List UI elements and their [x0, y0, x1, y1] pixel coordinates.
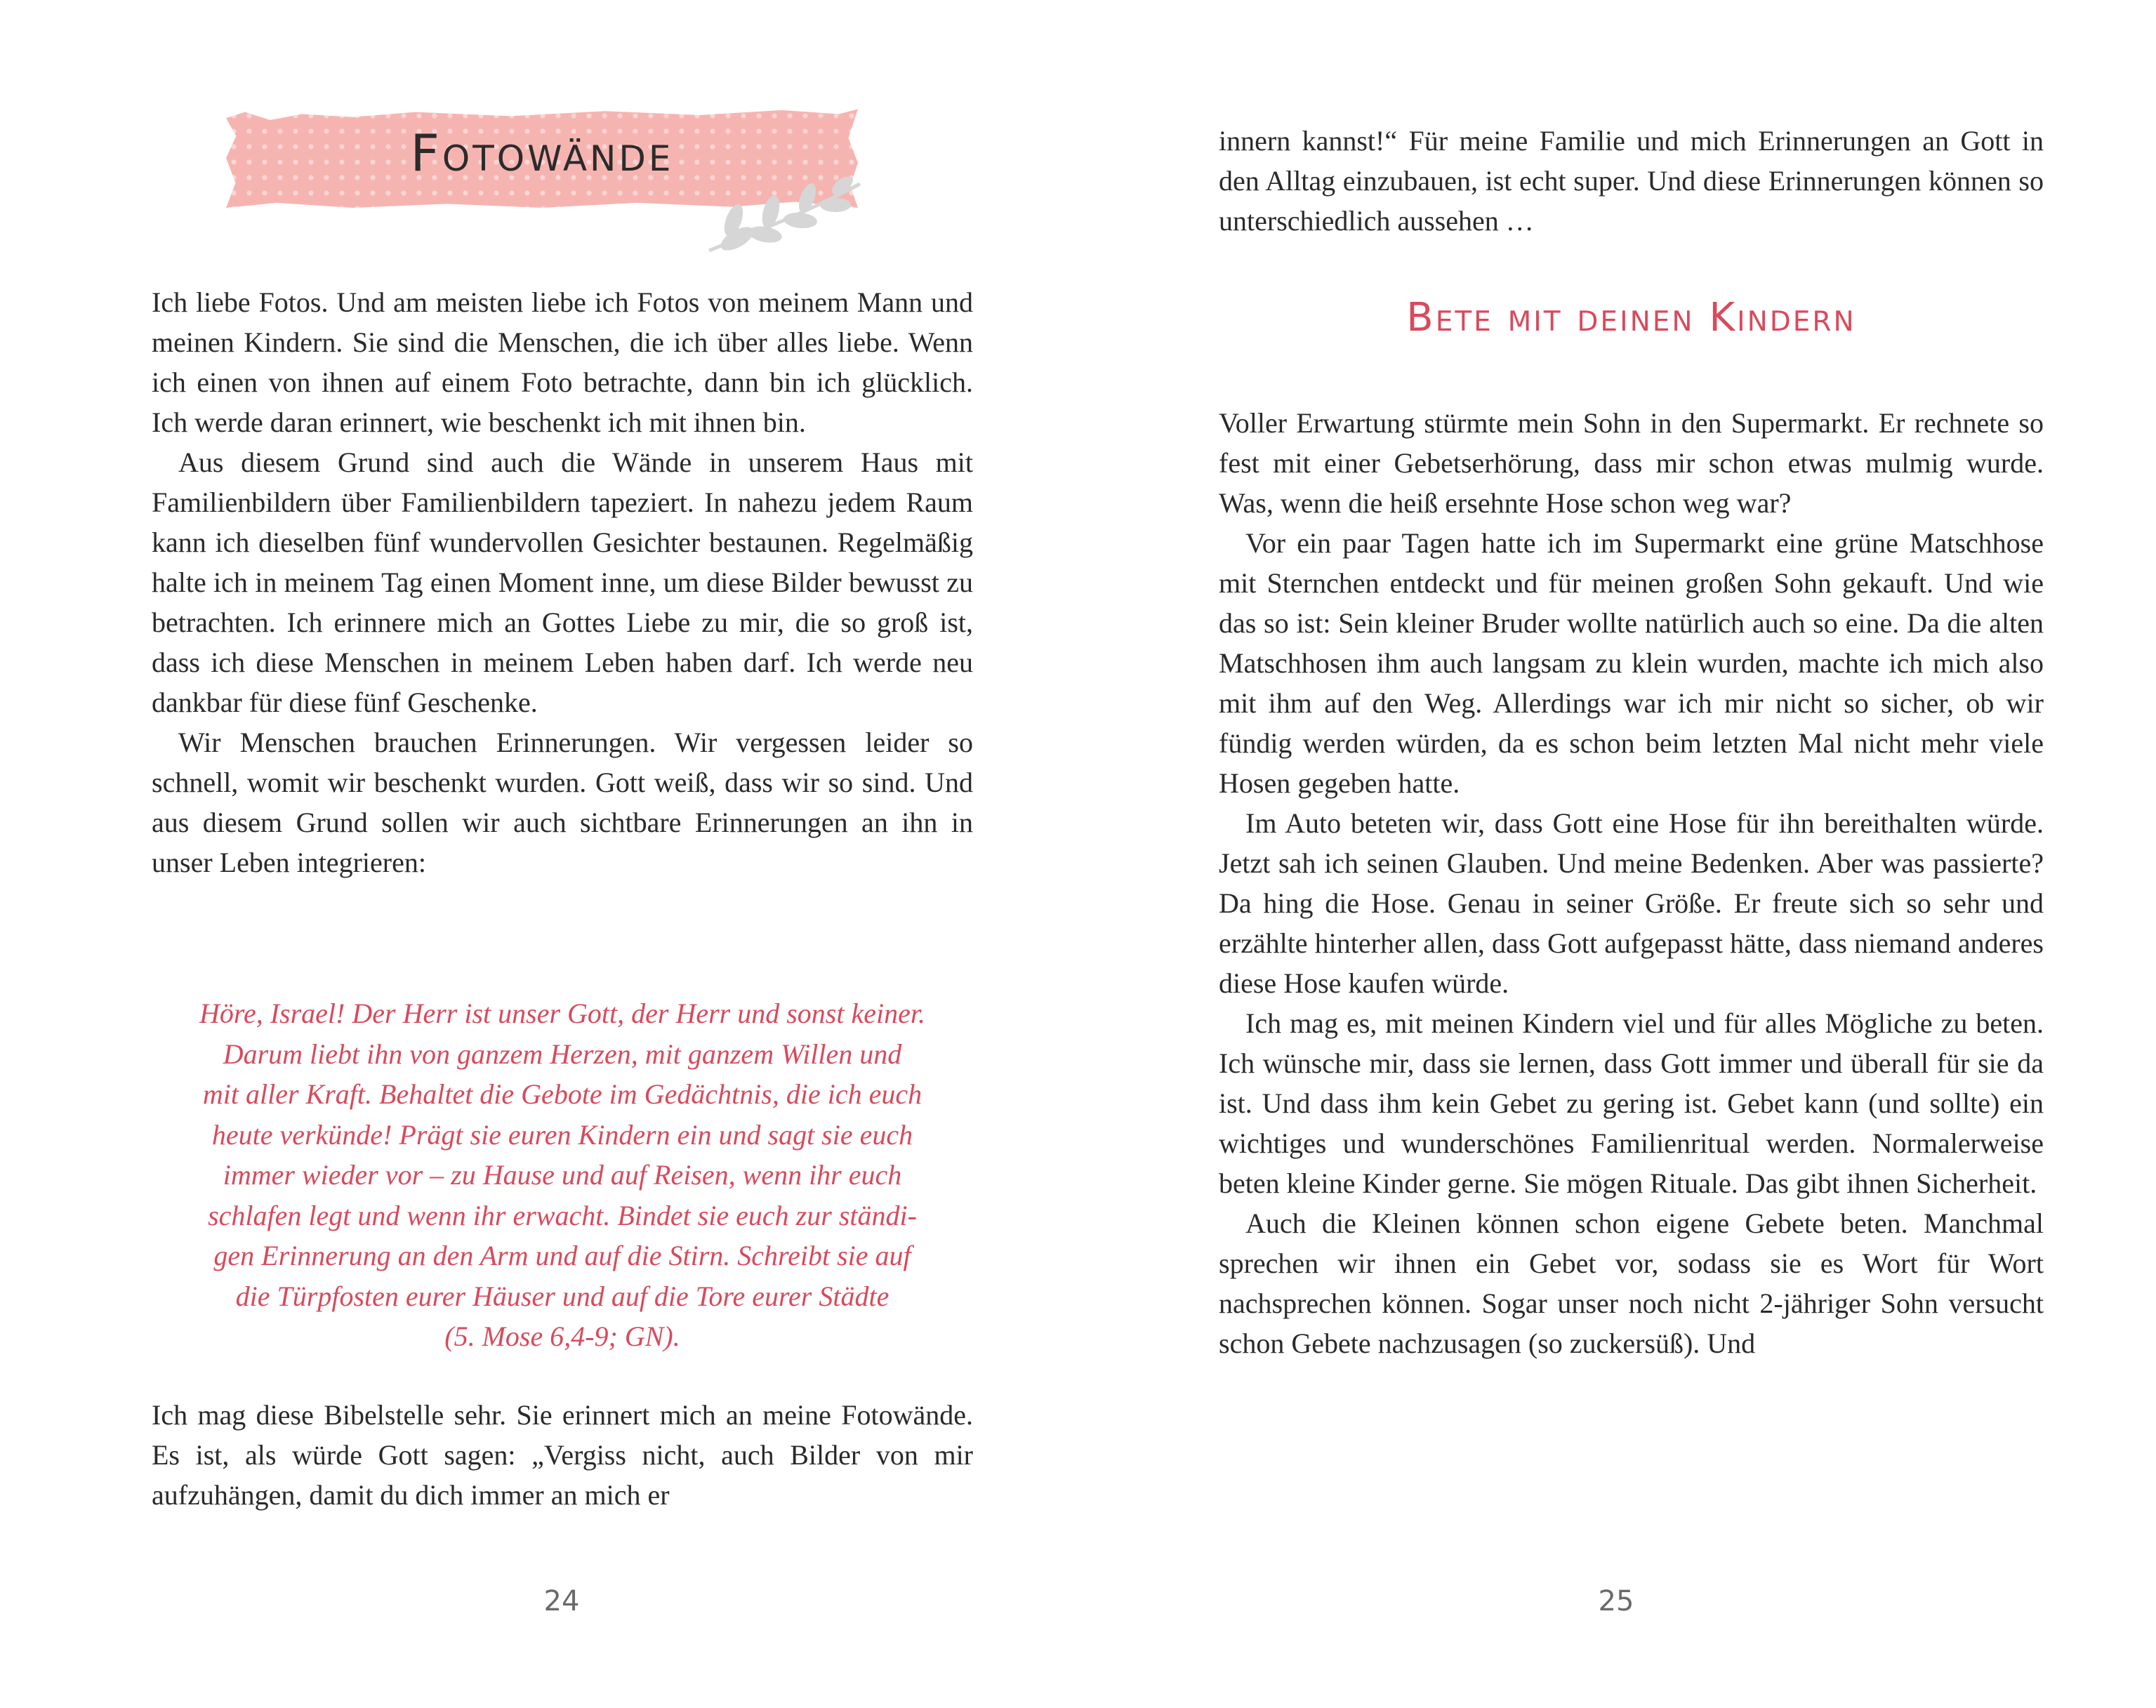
paragraph: Im Auto beteten wir, dass Gott eine Hose für ihn bereithalten würde. Jetzt sah ich seinen Glauben. Und meine Bedenken. Aber was passierte? Da hing die Hose. Genau in seiner Größe. Er freute sich so sehr und erzählte hinterher allen, dass Gott aufgepasst hätte, dass niemand anderes diese Hose kaufen würde. — [1219, 807, 2044, 999]
quote-line: heute verkünde! Prägt sie euren Kindern ein und sagt sie euch — [211, 1118, 913, 1151]
quote-line: Darum liebt ihn von ganzem Herzen, mit ganzem Willen und — [223, 1038, 902, 1070]
leaf-branch-icon — [695, 177, 864, 261]
left-body-text — [152, 282, 973, 882]
section-heading: Bete mit deinen Kindern — [1406, 295, 1856, 340]
quote-line: schlafen legt und wenn ihr erwacht. Bindet sie euch zur ständi- — [208, 1199, 917, 1231]
paragraph: Ich mag diese Bibelstelle sehr. Sie erinnert mich an meine Fotowände. Es ist, als würde Gott sagen: „Vergiss nicht, auch Bilder von mir aufzuhängen, damit du dich immer an mich er — [152, 1399, 973, 1511]
right-page — [1078, 0, 2156, 1708]
quote-line: gen Erinnerung an den Arm und auf die Stirn. Schreibt sie auf — [213, 1240, 911, 1271]
bible-quote — [152, 993, 973, 1357]
paragraph: Ich mag es, mit meinen Kindern viel und für alles Mögliche zu beten. Ich wünsche mir, dass sie lernen, dass Gott immer und überall für sie da ist. Und dass ihm kein Gebet zu gering ist. Gebet kann (und sollte) ein wichtiges und wunderschönes Familienritual werden. Normalerweise beten kleine Kinder gerne. Sie mögen Rituale. Das gibt ihnen Sicherheit. — [1219, 1007, 2044, 1199]
quote-line: die Türpfosten eurer Häuser und auf die Tore eurer Städte — [235, 1280, 889, 1312]
quote-line: Höre, Israel! Der Herr ist unser Gott, der Herr und sonst keiner. — [199, 998, 925, 1029]
page-number: 24 — [543, 1585, 580, 1617]
right-body-text-top — [1219, 121, 2044, 241]
left-body-text-bottom — [152, 1395, 973, 1515]
quote-line: mit aller Kraft. Behaltet die Gebote im Gedächtnis, die ich euch — [202, 1078, 922, 1110]
quote-reference: (5. Mose 6,4-9; GN). — [444, 1320, 680, 1352]
paragraph: Wir Menschen brauchen Erinnerungen. Wir vergessen leider so schnell, womit wir beschenkt wurden. Gott weiß, dass wir so sind. Und aus diesem Grund sollen wir auch sichtbare Erinnerungen an ihn in unser Leben integrieren: — [152, 727, 973, 878]
paragraph: Voller Erwartung stürmte mein Sohn in den Supermarkt. Er rechnete so fest mit einer Gebetserhörung, dass mir schon etwas mulmig wurde. Was, wenn die heiß ersehnte Hose schon weg war? — [1219, 407, 2044, 519]
right-body-text — [1219, 403, 2044, 1363]
paragraph: innern kannst!“ Für meine Familie und mich Erinnerungen an Gott in den Alltag einzubauen, ist echt super. Und diese Erinnerungen können so unterschiedlich aussehen … — [1219, 125, 2044, 237]
quote-line: immer wieder vor – zu Hause und auf Reisen, wenn ihr euch — [223, 1159, 902, 1191]
chapter-title-block — [226, 100, 872, 261]
chapter-title: Fotowände — [410, 124, 674, 183]
page-number: 25 — [1598, 1585, 1634, 1617]
paragraph: Auch die Kleinen können schon eigene Gebete beten. Manchmal sprechen wir ihnen ein Gebet vor, sodass sie es Wort für Wort nachsprechen können. Sogar unser noch nicht 2-jähriger Sohn versucht schon Gebete nachzusagen (so zuckersüß). Und — [1219, 1207, 2044, 1359]
paragraph: Vor ein paar Tagen hatte ich im Supermarkt eine grüne Matschhose mit Sternchen entdeckt und für meinen großen Sohn gekauft. Und wie das so ist: Sein kleiner Bruder wollte natürlich auch so eine. Da die alten Matschhosen ihm auch langsam zu klein wurden, machte ich mich also mit ihm auf den Weg. Allerdings war ich mir nicht so sicher, ob wir fündig werden würden, da es schon beim letzten Mal nicht mehr viele Hosen gegeben hatte. — [1219, 527, 2044, 799]
paragraph: Aus diesem Grund sind auch die Wände in unserem Haus mit Familienbildern über Familienbildern tapeziert. In nahezu jedem Raum kann ich dieselben fünf wundervollen Gesichter bestaunen. Regelmäßig halte ich in meinem Tag einen Moment inne, um diese Bilder bewusst zu betrachten. Ich erinnere mich an Gottes Liebe zu mir, die so groß ist, dass ich diese Menschen in meinem Leben haben darf. Ich werde neu dankbar für diese fünf Geschenke. — [152, 446, 973, 718]
paragraph: Ich liebe Fotos. Und am meisten liebe ich Fotos von meinem Mann und meinen Kindern. Sie sind die Menschen, die ich über alles liebe. Wenn ich einen von ihnen auf einem Foto betrachte, dann bin ich glücklich. Ich werde daran erinnert, wie beschenkt ich mit ihnen bin. — [152, 286, 973, 438]
